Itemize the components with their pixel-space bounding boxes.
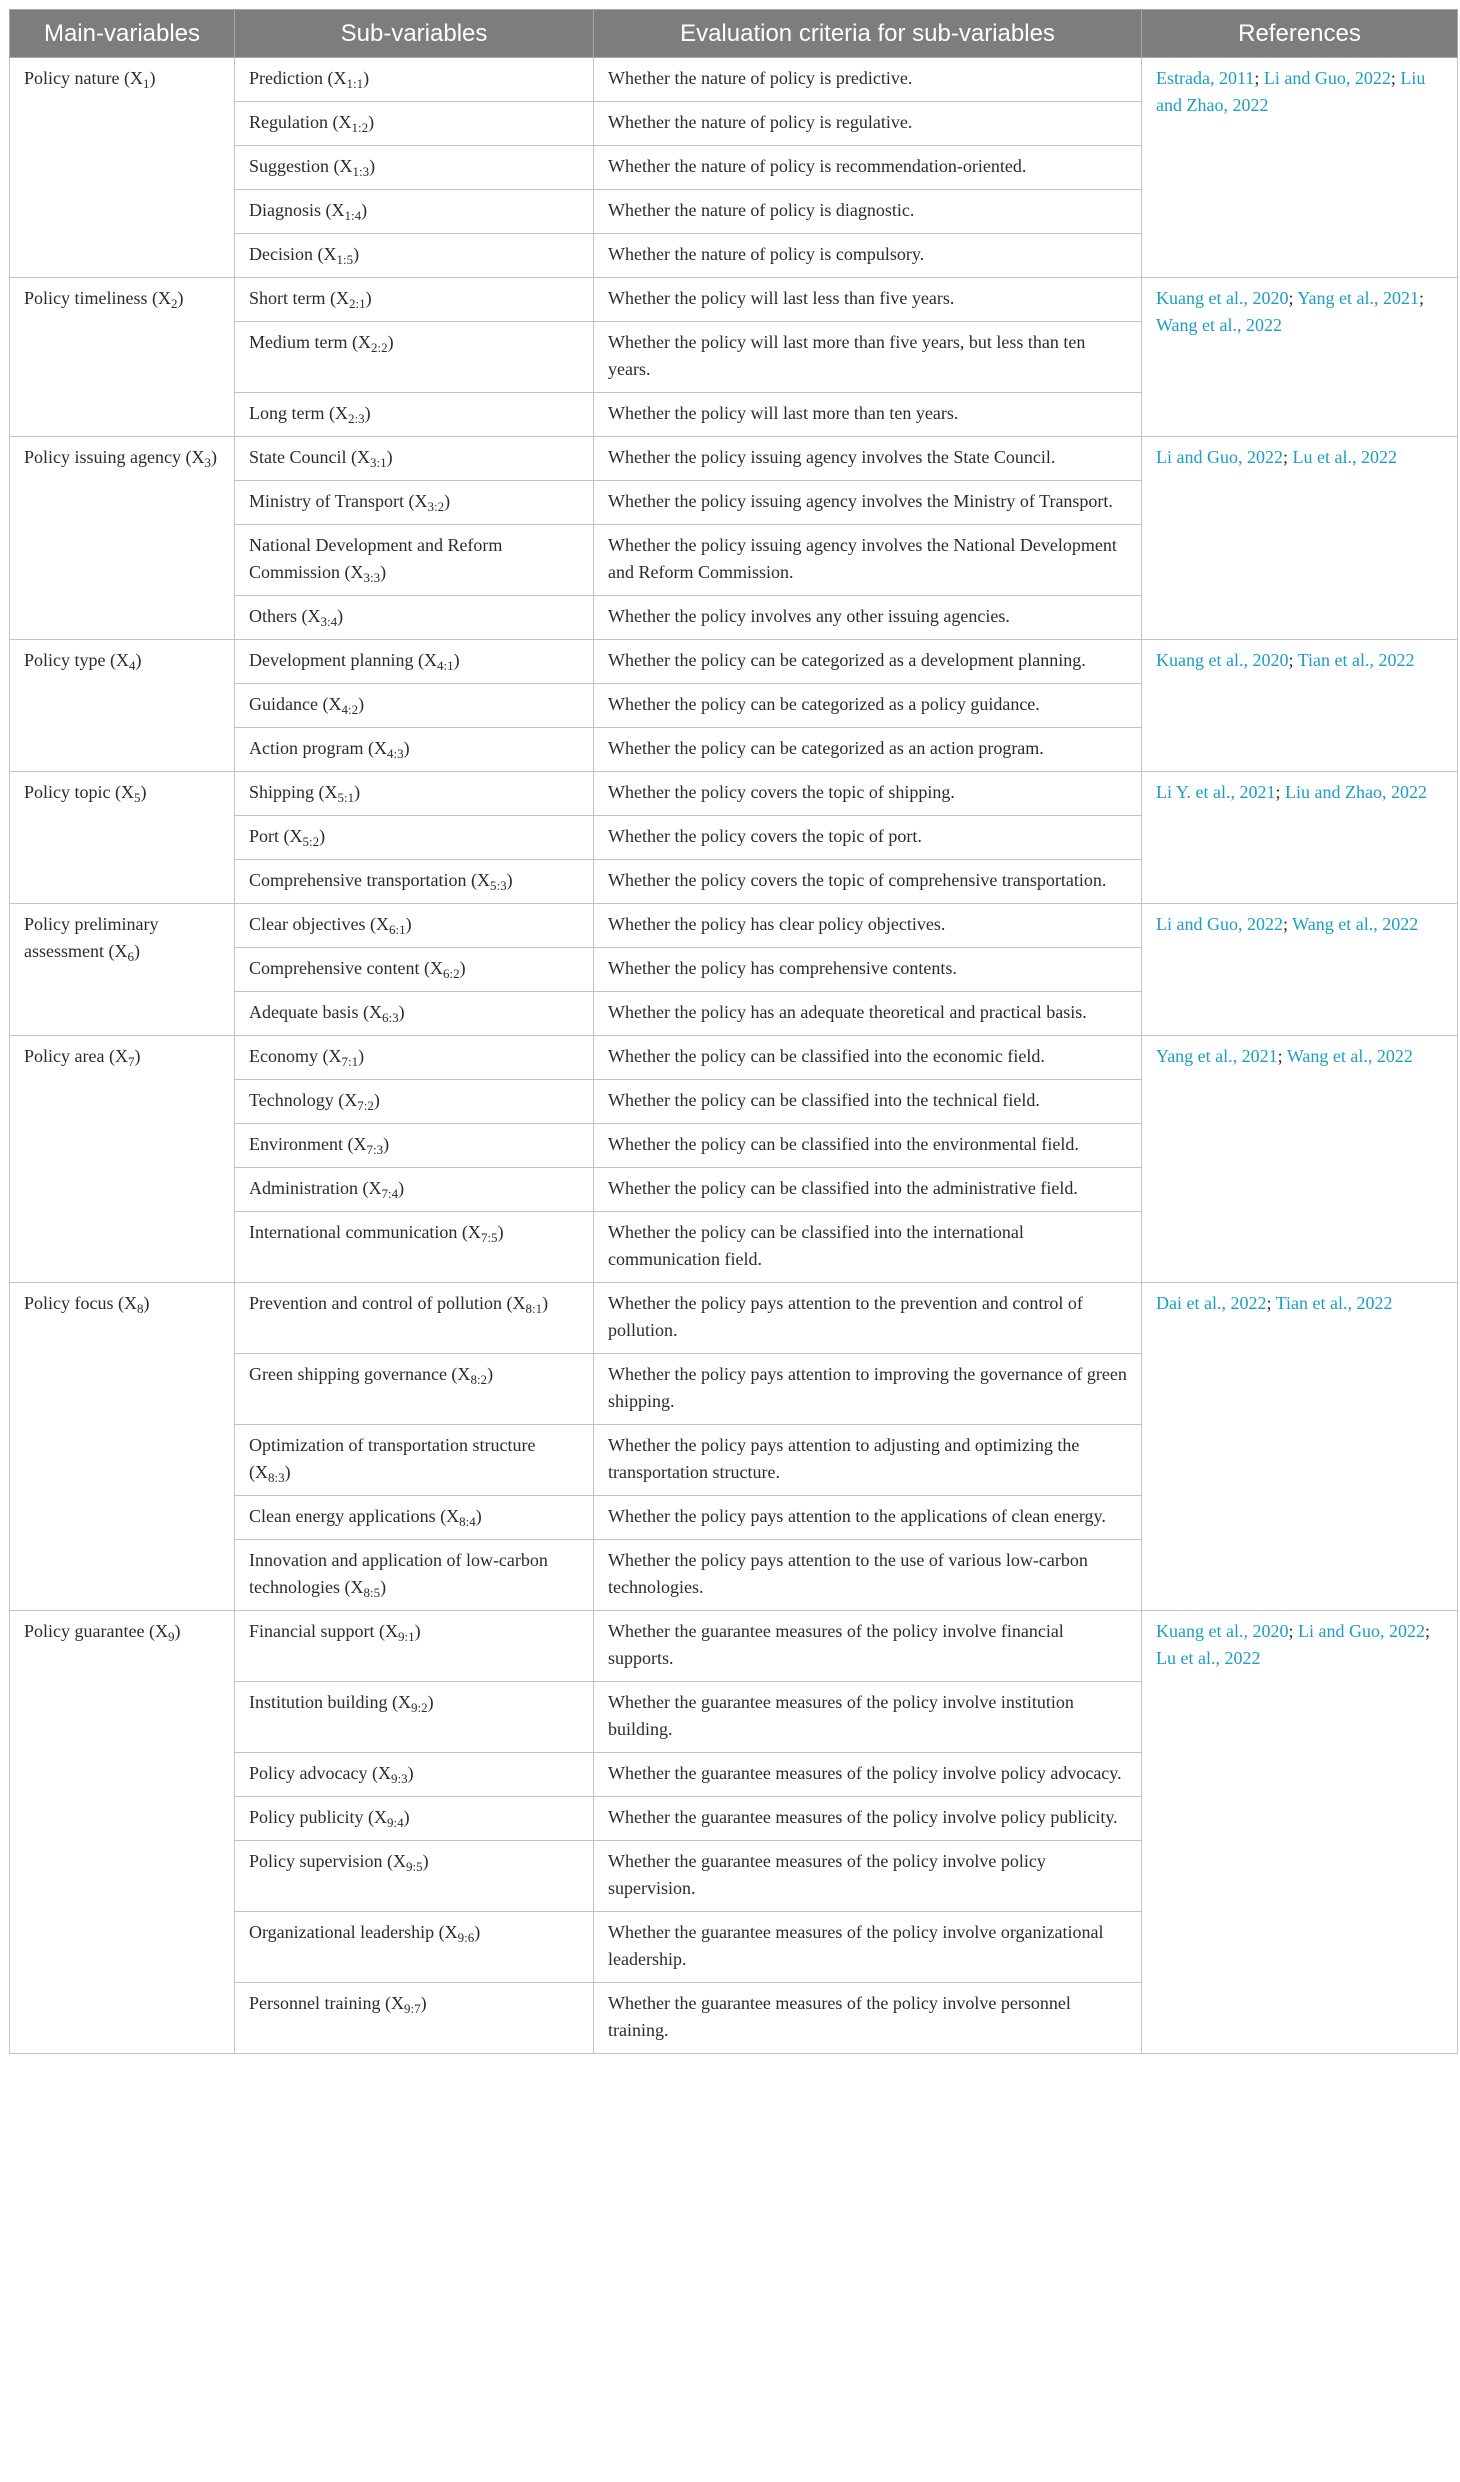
sub-variable-subscript: 7:5 — [480, 1230, 498, 1245]
sub-variable-label: Regulation (X — [249, 112, 352, 132]
main-variable-label: Policy area (X — [24, 1046, 128, 1066]
evaluation-criteria-cell: Whether the nature of policy is predictive. — [594, 58, 1142, 102]
sub-variable-cell — [235, 860, 594, 904]
table-row — [10, 1036, 1458, 1080]
sub-variable-label: Adequate basis (X — [249, 1002, 382, 1022]
sub-variable-cell — [235, 904, 594, 948]
sub-variable-label: Diagnosis (X — [249, 200, 345, 220]
sub-variable-cell — [235, 102, 594, 146]
main-variable-subscript: 9 — [167, 1629, 175, 1644]
reference-separator: ; — [1266, 1293, 1276, 1313]
sub-variable-cell — [235, 684, 594, 728]
main-variable-close-paren: ) — [174, 1621, 181, 1641]
sub-variable-subscript: 3:1 — [369, 455, 387, 470]
sub-variable-cell — [235, 1983, 594, 2054]
sub-variable-subscript: 9:2 — [411, 1700, 428, 1715]
table-row — [10, 58, 1458, 102]
sub-variable-label: Ministry of Transport (X — [249, 491, 428, 511]
sub-variable-subscript: 7:1 — [341, 1054, 359, 1069]
sub-variable-subscript: 7:4 — [381, 1186, 399, 1201]
sub-variable-close-paren: ) — [427, 1692, 434, 1712]
evaluation-criteria-cell: Whether the policy can be classified into the international communication field. — [594, 1212, 1142, 1283]
evaluation-criteria-cell: Whether the policy will last more than ten years. — [594, 393, 1142, 437]
reference-link[interactable]: Kuang et al., 2020 — [1156, 1621, 1289, 1641]
sub-variable-close-paren: ) — [284, 1462, 291, 1482]
reference-link[interactable]: Li and Guo, 2022 — [1297, 1621, 1425, 1641]
table-row — [10, 904, 1458, 948]
references-cell — [1142, 640, 1458, 772]
sub-variable-label: Optimization of transportation structure (X — [249, 1435, 536, 1482]
sub-variable-subscript: 1:4 — [344, 208, 362, 223]
sub-variable-cell — [235, 58, 594, 102]
sub-variable-label: International communication (X — [249, 1222, 481, 1242]
sub-variable-subscript: 1:5 — [336, 252, 354, 267]
reference-link[interactable]: Li and Guo, 2022 — [1156, 914, 1283, 934]
sub-variable-label: Long term (X — [249, 403, 348, 423]
main-variable-cell — [10, 278, 235, 437]
sub-variable-label: Economy (X — [249, 1046, 342, 1066]
sub-variable-cell — [235, 1168, 594, 1212]
sub-variable-close-paren: ) — [414, 1621, 421, 1641]
reference-separator: ; — [1275, 782, 1286, 802]
sub-variable-cell — [235, 481, 594, 525]
sub-variable-label: Technology (X — [249, 1090, 358, 1110]
evaluation-criteria-cell: Whether the policy covers the topic of port. — [594, 816, 1142, 860]
sub-variable-subscript: 5:2 — [302, 834, 320, 849]
sub-variable-subscript: 2:3 — [347, 411, 365, 426]
sub-variable-label: Financial support (X — [249, 1621, 398, 1641]
sub-variable-close-paren: ) — [403, 738, 410, 758]
main-variable-subscript: 4 — [129, 658, 136, 673]
main-variable-label: Policy focus (X — [24, 1293, 137, 1313]
evaluation-criteria-cell: Whether the nature of policy is regulative. — [594, 102, 1142, 146]
sub-variable-subscript: 9:5 — [406, 1859, 423, 1874]
references-cell — [1142, 1036, 1458, 1283]
sub-variable-cell — [235, 146, 594, 190]
sub-variable-close-paren: ) — [398, 1002, 405, 1022]
evaluation-criteria-cell: Whether the guarantee measures of the policy involve policy supervision. — [594, 1841, 1142, 1912]
evaluation-criteria-cell: Whether the guarantee measures of the policy involve policy publicity. — [594, 1797, 1142, 1841]
main-variable-close-paren: ) — [134, 1046, 141, 1066]
sub-variable-cell — [235, 1753, 594, 1797]
reference-link[interactable]: Lu et al., 2022 — [1292, 447, 1397, 467]
references-cell — [1142, 58, 1458, 278]
main-variable-close-paren: ) — [210, 447, 217, 467]
sub-variable-cell — [235, 1124, 594, 1168]
table-row — [10, 772, 1458, 816]
reference-link[interactable]: Tian et al., 2022 — [1275, 1293, 1393, 1313]
sub-variable-subscript: 8:2 — [470, 1372, 488, 1387]
main-variable-close-paren: ) — [149, 68, 156, 88]
sub-variable-close-paren: ) — [506, 870, 513, 890]
sub-variable-label: Policy publicity (X — [249, 1807, 387, 1827]
reference-separator: ; — [1288, 650, 1298, 670]
reference-separator: ; — [1390, 68, 1401, 88]
evaluation-criteria-cell: Whether the policy has comprehensive contents. — [594, 948, 1142, 992]
references-cell — [1142, 437, 1458, 640]
main-variable-subscript: 1 — [142, 76, 150, 91]
reference-link[interactable]: Wang et al., 2022 — [1292, 914, 1419, 934]
variables-table — [9, 9, 1458, 2054]
main-variable-cell — [10, 58, 235, 278]
sub-variable-close-paren: ) — [444, 491, 451, 511]
sub-variable-cell — [235, 1080, 594, 1124]
evaluation-criteria-cell: Whether the policy has an adequate theoretical and practical basis. — [594, 992, 1142, 1036]
main-variable-subscript: 6 — [127, 949, 134, 964]
evaluation-criteria-cell: Whether the policy can be classified into the administrative field. — [594, 1168, 1142, 1212]
sub-variable-label: Environment (X — [249, 1134, 367, 1154]
main-variable-close-paren: ) — [143, 1293, 150, 1313]
evaluation-criteria-cell: Whether the guarantee measures of the policy involve personnel training. — [594, 1983, 1142, 2054]
evaluation-criteria-cell: Whether the policy can be classified into the technical field. — [594, 1080, 1142, 1124]
main-variable-close-paren: ) — [133, 941, 140, 961]
reference-link[interactable]: Li Y. et al., 2021 — [1156, 782, 1276, 802]
sub-variable-label: Prediction (X — [249, 68, 347, 88]
sub-variable-close-paren: ) — [363, 68, 370, 88]
sub-variable-subscript: 1:1 — [346, 76, 364, 91]
references-cell — [1142, 904, 1458, 1036]
table-row — [10, 640, 1458, 684]
sub-variable-label: Others (X — [249, 606, 321, 626]
sub-variable-cell — [235, 278, 594, 322]
main-variable-subscript: 2 — [171, 296, 178, 311]
sub-variable-label: Comprehensive content (X — [249, 958, 443, 978]
evaluation-criteria-cell: Whether the policy covers the topic of comprehensive transportation. — [594, 860, 1142, 904]
table-body — [10, 58, 1458, 2054]
sub-variable-label: Action program (X — [249, 738, 387, 758]
sub-variable-label: Medium term (X — [249, 332, 371, 352]
sub-variable-close-paren: ) — [403, 1807, 410, 1827]
references-cell — [1142, 278, 1458, 437]
sub-variable-cell — [235, 1212, 594, 1283]
sub-variable-cell — [235, 1425, 594, 1496]
sub-variable-close-paren: ) — [386, 447, 393, 467]
sub-variable-subscript: 9:1 — [397, 1629, 415, 1644]
sub-variable-label: Institution building (X — [249, 1692, 411, 1712]
sub-variable-subscript: 4:1 — [436, 658, 454, 673]
sub-variable-label: Guidance (X — [249, 694, 342, 714]
sub-variable-cell — [235, 1912, 594, 1983]
sub-variable-label: Port (X — [249, 826, 303, 846]
sub-variable-label: Short term (X — [249, 288, 349, 308]
sub-variable-cell — [235, 1611, 594, 1682]
references-cell — [1142, 1283, 1458, 1611]
sub-variable-close-paren: ) — [422, 1851, 429, 1871]
reference-separator: ; — [1288, 1621, 1298, 1641]
sub-variable-label: Innovation and application of low-carbon technologies (X — [249, 1550, 548, 1597]
sub-variable-cell — [235, 1354, 594, 1425]
reference-separator: ; — [1282, 447, 1293, 467]
evaluation-criteria-cell: Whether the policy can be categorized as a policy guidance. — [594, 684, 1142, 728]
main-variable-cell — [10, 1611, 235, 2054]
reference-link[interactable]: Wang et al., 2022 — [1286, 1046, 1413, 1066]
evaluation-criteria-cell: Whether the nature of policy is recommendation-oriented. — [594, 146, 1142, 190]
main-variable-cell — [10, 640, 235, 772]
sub-variable-close-paren: ) — [387, 332, 394, 352]
main-variable-label: Policy nature (X — [24, 68, 143, 88]
sub-variable-close-paren: ) — [364, 403, 371, 423]
main-variable-label: Policy type (X — [24, 650, 129, 670]
sub-variable-cell — [235, 992, 594, 1036]
evaluation-criteria-cell: Whether the guarantee measures of the policy involve policy advocacy. — [594, 1753, 1142, 1797]
header-evaluation-criteria: Evaluation criteria for sub-variables — [594, 10, 1142, 58]
main-variable-subscript: 7 — [127, 1054, 135, 1069]
sub-variable-label: Organizational leadership (X — [249, 1922, 458, 1942]
evaluation-criteria-cell: Whether the policy has clear policy objectives. — [594, 904, 1142, 948]
references-cell — [1142, 772, 1458, 904]
reference-link[interactable]: Yang et al., 2021 — [1156, 1046, 1278, 1066]
sub-variable-cell — [235, 1540, 594, 1611]
main-variable-label: Policy timeliness (X — [24, 288, 171, 308]
sub-variable-close-paren: ) — [361, 200, 368, 220]
evaluation-criteria-cell: Whether the guarantee measures of the policy involve financial supports. — [594, 1611, 1142, 1682]
evaluation-criteria-cell: Whether the policy can be classified into the environmental field. — [594, 1124, 1142, 1168]
sub-variable-cell — [235, 772, 594, 816]
sub-variable-close-paren: ) — [475, 1506, 482, 1526]
sub-variable-subscript: 2:1 — [348, 296, 366, 311]
sub-variable-subscript: 7:3 — [366, 1142, 384, 1157]
sub-variable-close-paren: ) — [354, 782, 361, 802]
sub-variable-cell — [235, 322, 594, 393]
sub-variable-subscript: 9:4 — [387, 1815, 404, 1830]
reference-separator: ; — [1282, 914, 1293, 934]
sub-variable-label: Green shipping governance (X — [249, 1364, 471, 1384]
header-main-variables: Main-variables — [10, 10, 235, 58]
evaluation-criteria-cell: Whether the policy will last less than five years. — [594, 278, 1142, 322]
sub-variable-subscript: 8:4 — [459, 1514, 476, 1529]
sub-variable-subscript: 2:2 — [370, 340, 388, 355]
sub-variable-label: Personnel training (X — [249, 1993, 404, 2013]
reference-separator: ; — [1288, 288, 1298, 308]
sub-variable-subscript: 1:3 — [352, 164, 370, 179]
sub-variable-subscript: 3:4 — [320, 614, 338, 629]
reference-separator: ; — [1254, 68, 1264, 88]
main-variable-cell — [10, 1283, 235, 1611]
sub-variable-close-paren: ) — [407, 1763, 414, 1783]
sub-variable-label: State Council (X — [249, 447, 370, 467]
table-row — [10, 1283, 1458, 1354]
header-sub-variables: Sub-variables — [235, 10, 594, 58]
sub-variable-cell — [235, 1682, 594, 1753]
main-variable-subscript: 8 — [136, 1301, 144, 1316]
sub-variable-label: Policy advocacy (X — [249, 1763, 391, 1783]
evaluation-criteria-cell: Whether the policy issuing agency involves the State Council. — [594, 437, 1142, 481]
reference-link[interactable]: Wang et al., 2022 — [1156, 315, 1283, 335]
sub-variable-subscript: 9:3 — [390, 1771, 408, 1786]
sub-variable-cell — [235, 728, 594, 772]
evaluation-criteria-cell: Whether the policy pays attention to the applications of clean energy. — [594, 1496, 1142, 1540]
sub-variable-subscript: 6:3 — [381, 1010, 399, 1025]
header-references: References — [1142, 10, 1458, 58]
main-variable-subscript: 5 — [134, 790, 141, 805]
sub-variable-subscript: 9:6 — [457, 1930, 475, 1945]
reference-link[interactable]: Liu and Zhao, 2022 — [1285, 782, 1427, 802]
sub-variable-close-paren: ) — [398, 1178, 405, 1198]
reference-link[interactable]: Kuang et al., 2020 — [1156, 650, 1289, 670]
evaluation-criteria-cell: Whether the policy covers the topic of shipping. — [594, 772, 1142, 816]
sub-variable-close-paren: ) — [373, 1090, 380, 1110]
reference-link[interactable]: Li and Guo, 2022 — [1263, 68, 1391, 88]
main-variable-label: Policy guarantee (X — [24, 1621, 168, 1641]
sub-variable-label: Decision (X — [249, 244, 337, 264]
sub-variable-subscript: 4:3 — [386, 746, 404, 761]
sub-variable-close-paren: ) — [353, 244, 360, 264]
sub-variable-close-paren: ) — [459, 958, 466, 978]
reference-link[interactable]: Tian et al., 2022 — [1297, 650, 1415, 670]
evaluation-criteria-cell: Whether the guarantee measures of the policy involve institution building. — [594, 1682, 1142, 1753]
sub-variable-close-paren: ) — [420, 1993, 427, 2013]
main-variable-cell — [10, 772, 235, 904]
sub-variable-subscript: 1:2 — [351, 120, 369, 135]
evaluation-criteria-cell: Whether the policy issuing agency involves the National Development and Reform Commission. — [594, 525, 1142, 596]
sub-variable-subscript: 6:2 — [442, 966, 460, 981]
sub-variable-label: Suggestion (X — [249, 156, 353, 176]
sub-variable-close-paren: ) — [337, 606, 344, 626]
sub-variable-cell — [235, 816, 594, 860]
sub-variable-cell — [235, 948, 594, 992]
evaluation-criteria-cell: Whether the policy pays attention to the prevention and control of pollution. — [594, 1283, 1142, 1354]
sub-variable-cell — [235, 393, 594, 437]
sub-variable-close-paren: ) — [380, 1577, 387, 1597]
main-variable-close-paren: ) — [140, 782, 147, 802]
sub-variable-close-paren: ) — [368, 112, 375, 132]
sub-variable-cell — [235, 640, 594, 684]
main-variable-subscript: 3 — [204, 455, 211, 470]
sub-variable-subscript: 8:5 — [363, 1585, 381, 1600]
sub-variable-subscript: 5:3 — [489, 878, 507, 893]
header-row — [10, 10, 1458, 58]
reference-separator: ; — [1424, 1621, 1430, 1641]
sub-variable-close-paren: ) — [474, 1922, 481, 1942]
reference-link[interactable]: Li and Guo, 2022 — [1156, 447, 1283, 467]
sub-variable-label: National Development and Reform Commission (X — [249, 535, 503, 582]
sub-variable-cell — [235, 234, 594, 278]
sub-variable-subscript: 8:3 — [268, 1470, 285, 1485]
sub-variable-cell — [235, 1841, 594, 1912]
table-row — [10, 1611, 1458, 1682]
sub-variable-close-paren: ) — [497, 1222, 504, 1242]
main-variable-cell — [10, 904, 235, 1036]
sub-variable-subscript: 9:7 — [403, 2001, 421, 2016]
sub-variable-close-paren: ) — [358, 1046, 365, 1066]
sub-variable-label: Development planning (X — [249, 650, 437, 670]
reference-separator: ; — [1418, 288, 1424, 308]
evaluation-criteria-cell: Whether the nature of policy is diagnostic. — [594, 190, 1142, 234]
sub-variable-cell — [235, 596, 594, 640]
sub-variable-cell — [235, 525, 594, 596]
sub-variable-label: Comprehensive transportation (X — [249, 870, 490, 890]
sub-variable-label: Prevention and control of pollution (X — [249, 1293, 526, 1313]
reference-link[interactable]: Liu and Zhao, 2022 — [1156, 68, 1426, 115]
sub-variable-subscript: 6:1 — [388, 922, 406, 937]
sub-variable-close-paren: ) — [365, 288, 372, 308]
sub-variable-label: Clear objectives (X — [249, 914, 389, 934]
main-variable-label: Policy issuing agency (X — [24, 447, 205, 467]
sub-variable-cell — [235, 190, 594, 234]
reference-link[interactable]: Yang et al., 2021 — [1297, 288, 1419, 308]
sub-variable-label: Clean energy applications (X — [249, 1506, 460, 1526]
reference-link[interactable]: Kuang et al., 2020 — [1156, 288, 1289, 308]
reference-link[interactable]: Lu et al., 2022 — [1156, 1648, 1261, 1668]
evaluation-criteria-cell: Whether the guarantee measures of the policy involve organizational leadership. — [594, 1912, 1142, 1983]
sub-variable-close-paren: ) — [405, 914, 412, 934]
main-variable-cell — [10, 437, 235, 640]
references-cell — [1142, 1611, 1458, 2054]
main-variable-label: Policy preliminary assessment (X — [24, 914, 159, 961]
sub-variable-subscript: 4:2 — [341, 702, 359, 717]
main-variable-label: Policy topic (X — [24, 782, 134, 802]
evaluation-criteria-cell: Whether the policy pays attention to improving the governance of green shipping. — [594, 1354, 1142, 1425]
sub-variable-label: Shipping (X — [249, 782, 338, 802]
sub-variable-label: Administration (X — [249, 1178, 382, 1198]
sub-variable-cell — [235, 1036, 594, 1080]
sub-variable-close-paren: ) — [380, 562, 387, 582]
table-row — [10, 278, 1458, 322]
sub-variable-close-paren: ) — [383, 1134, 390, 1154]
evaluation-criteria-cell: Whether the policy can be classified into the economic field. — [594, 1036, 1142, 1080]
sub-variable-cell — [235, 437, 594, 481]
sub-variable-close-paren: ) — [542, 1293, 549, 1313]
reference-link[interactable]: Dai et al., 2022 — [1156, 1293, 1267, 1313]
evaluation-criteria-cell: Whether the policy can be categorized as an action program. — [594, 728, 1142, 772]
main-variable-close-paren: ) — [135, 650, 142, 670]
sub-variable-subscript: 7:2 — [357, 1098, 374, 1113]
sub-variable-close-paren: ) — [487, 1364, 494, 1384]
evaluation-criteria-cell: Whether the policy will last more than five years, but less than ten years. — [594, 322, 1142, 393]
sub-variable-cell — [235, 1283, 594, 1354]
sub-variable-cell — [235, 1496, 594, 1540]
sub-variable-subscript: 5:1 — [337, 790, 355, 805]
sub-variable-label: Policy supervision (X — [249, 1851, 406, 1871]
evaluation-criteria-cell: Whether the policy can be categorized as a development planning. — [594, 640, 1142, 684]
evaluation-criteria-cell: Whether the policy pays attention to adjusting and optimizing the transportation structure. — [594, 1425, 1142, 1496]
sub-variable-subscript: 3:3 — [363, 570, 381, 585]
sub-variable-cell — [235, 1797, 594, 1841]
sub-variable-close-paren: ) — [369, 156, 376, 176]
sub-variable-close-paren: ) — [319, 826, 326, 846]
evaluation-criteria-cell: Whether the nature of policy is compulsory. — [594, 234, 1142, 278]
reference-link[interactable]: Estrada, 2011 — [1156, 68, 1255, 88]
table-row — [10, 437, 1458, 481]
main-variable-cell — [10, 1036, 235, 1283]
evaluation-criteria-cell: Whether the policy pays attention to the use of various low-carbon technologies. — [594, 1540, 1142, 1611]
sub-variable-close-paren: ) — [358, 694, 365, 714]
evaluation-criteria-cell: Whether the policy involves any other issuing agencies. — [594, 596, 1142, 640]
main-variable-close-paren: ) — [177, 288, 184, 308]
sub-variable-subscript: 8:1 — [525, 1301, 543, 1316]
sub-variable-subscript: 3:2 — [427, 499, 445, 514]
evaluation-criteria-cell: Whether the policy issuing agency involves the Ministry of Transport. — [594, 481, 1142, 525]
reference-separator: ; — [1277, 1046, 1287, 1066]
sub-variable-close-paren: ) — [453, 650, 460, 670]
